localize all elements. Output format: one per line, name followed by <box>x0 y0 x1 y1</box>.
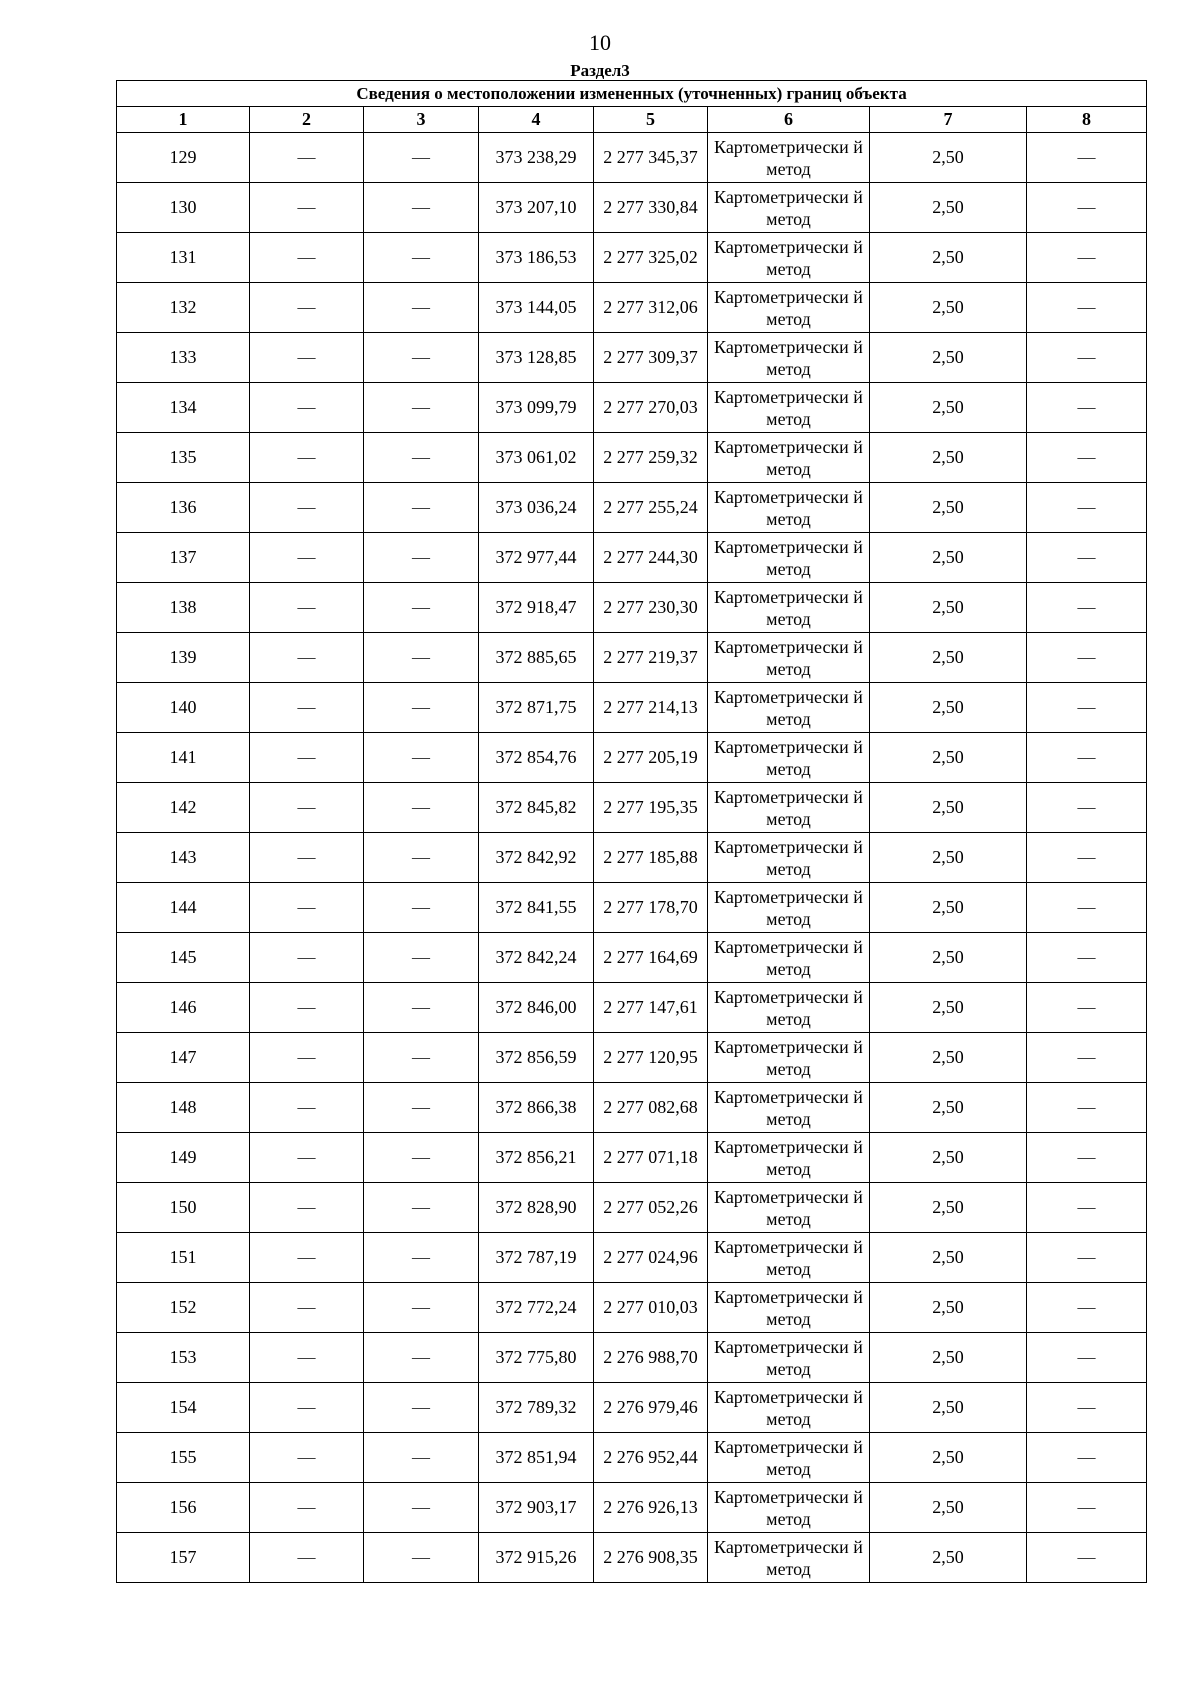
col3-cell: — <box>364 1083 479 1133</box>
method-cell: Картометрически й метод <box>708 1433 870 1483</box>
x-coordinate-cell: 373 036,24 <box>479 483 594 533</box>
point-number-cell: 132 <box>117 283 250 333</box>
col3-cell: — <box>364 733 479 783</box>
method-cell: Картометрически й метод <box>708 383 870 433</box>
point-number-cell: 139 <box>117 633 250 683</box>
y-coordinate-cell: 2 276 979,46 <box>594 1383 708 1433</box>
col8-cell: — <box>1027 1133 1147 1183</box>
col3-cell: — <box>364 1133 479 1183</box>
table-row <box>117 1033 1147 1083</box>
x-coordinate-cell: 373 144,05 <box>479 283 594 333</box>
point-number-cell: 142 <box>117 783 250 833</box>
point-number-cell: 151 <box>117 1233 250 1283</box>
accuracy-cell: 2,50 <box>870 883 1027 933</box>
col2-cell: — <box>250 483 364 533</box>
method-cell: Картометрически й метод <box>708 1033 870 1083</box>
x-coordinate-cell: 372 842,92 <box>479 833 594 883</box>
point-number-cell: 143 <box>117 833 250 883</box>
col2-cell: — <box>250 433 364 483</box>
column-header: 7 <box>870 107 1027 133</box>
table-row <box>117 883 1147 933</box>
table-row <box>117 1433 1147 1483</box>
y-coordinate-cell: 2 277 071,18 <box>594 1133 708 1183</box>
method-cell: Картометрически й метод <box>708 833 870 883</box>
col3-cell: — <box>364 1383 479 1433</box>
table-row <box>117 833 1147 883</box>
table-row <box>117 983 1147 1033</box>
col2-cell: — <box>250 1383 364 1433</box>
x-coordinate-cell: 372 851,94 <box>479 1433 594 1483</box>
col3-cell: — <box>364 1533 479 1583</box>
point-number-cell: 135 <box>117 433 250 483</box>
x-coordinate-cell: 373 061,02 <box>479 433 594 483</box>
y-coordinate-cell: 2 277 164,69 <box>594 933 708 983</box>
y-coordinate-cell: 2 276 908,35 <box>594 1533 708 1583</box>
col8-cell: — <box>1027 983 1147 1033</box>
x-coordinate-cell: 372 871,75 <box>479 683 594 733</box>
col3-cell: — <box>364 783 479 833</box>
col8-cell: — <box>1027 1433 1147 1483</box>
method-cell: Картометрически й метод <box>708 233 870 283</box>
y-coordinate-cell: 2 276 952,44 <box>594 1433 708 1483</box>
accuracy-cell: 2,50 <box>870 1383 1027 1433</box>
col8-cell: — <box>1027 1233 1147 1283</box>
table-row <box>117 333 1147 383</box>
y-coordinate-cell: 2 277 312,06 <box>594 283 708 333</box>
method-cell: Картометрически й метод <box>708 933 870 983</box>
table-row <box>117 783 1147 833</box>
table-row <box>117 1333 1147 1383</box>
method-cell: Картометрически й метод <box>708 633 870 683</box>
col3-cell: — <box>364 1433 479 1483</box>
col2-cell: — <box>250 1083 364 1133</box>
col8-cell: — <box>1027 183 1147 233</box>
point-number-cell: 138 <box>117 583 250 633</box>
accuracy-cell: 2,50 <box>870 333 1027 383</box>
col2-cell: — <box>250 1283 364 1333</box>
table-row <box>117 433 1147 483</box>
point-number-cell: 134 <box>117 383 250 433</box>
point-number-cell: 137 <box>117 533 250 583</box>
method-cell: Картометрически й метод <box>708 883 870 933</box>
col2-cell: — <box>250 1133 364 1183</box>
col8-cell: — <box>1027 733 1147 783</box>
accuracy-cell: 2,50 <box>870 733 1027 783</box>
method-cell: Картометрически й метод <box>708 1233 870 1283</box>
col2-cell: — <box>250 233 364 283</box>
y-coordinate-cell: 2 277 219,37 <box>594 633 708 683</box>
x-coordinate-cell: 372 846,00 <box>479 983 594 1033</box>
col8-cell: — <box>1027 833 1147 883</box>
table-row <box>117 683 1147 733</box>
point-number-cell: 144 <box>117 883 250 933</box>
point-number-cell: 130 <box>117 183 250 233</box>
col2-cell: — <box>250 633 364 683</box>
method-cell: Картометрически й метод <box>708 983 870 1033</box>
table-row <box>117 633 1147 683</box>
table-row <box>117 1133 1147 1183</box>
accuracy-cell: 2,50 <box>870 283 1027 333</box>
accuracy-cell: 2,50 <box>870 1233 1027 1283</box>
y-coordinate-cell: 2 277 309,37 <box>594 333 708 383</box>
y-coordinate-cell: 2 277 010,03 <box>594 1283 708 1333</box>
point-number-cell: 147 <box>117 1033 250 1083</box>
x-coordinate-cell: 372 856,59 <box>479 1033 594 1083</box>
x-coordinate-cell: 372 845,82 <box>479 783 594 833</box>
col8-cell: — <box>1027 1483 1147 1533</box>
x-coordinate-cell: 372 841,55 <box>479 883 594 933</box>
y-coordinate-cell: 2 277 325,02 <box>594 233 708 283</box>
y-coordinate-cell: 2 277 024,96 <box>594 1233 708 1283</box>
x-coordinate-cell: 372 775,80 <box>479 1333 594 1383</box>
y-coordinate-cell: 2 276 926,13 <box>594 1483 708 1533</box>
point-number-cell: 150 <box>117 1183 250 1233</box>
accuracy-cell: 2,50 <box>870 383 1027 433</box>
accuracy-cell: 2,50 <box>870 633 1027 683</box>
col2-cell: — <box>250 1433 364 1483</box>
col3-cell: — <box>364 633 479 683</box>
method-cell: Картометрически й метод <box>708 1283 870 1333</box>
accuracy-cell: 2,50 <box>870 183 1027 233</box>
x-coordinate-cell: 372 856,21 <box>479 1133 594 1183</box>
accuracy-cell: 2,50 <box>870 1533 1027 1583</box>
col8-cell: — <box>1027 633 1147 683</box>
method-cell: Картометрически й метод <box>708 1333 870 1383</box>
y-coordinate-cell: 2 277 147,61 <box>594 983 708 1033</box>
method-cell: Картометрически й метод <box>708 133 870 183</box>
y-coordinate-cell: 2 277 259,32 <box>594 433 708 483</box>
col8-cell: — <box>1027 233 1147 283</box>
col2-cell: — <box>250 133 364 183</box>
table-row <box>117 733 1147 783</box>
col3-cell: — <box>364 1333 479 1383</box>
accuracy-cell: 2,50 <box>870 1033 1027 1083</box>
col2-cell: — <box>250 283 364 333</box>
col3-cell: — <box>364 1033 479 1083</box>
col8-cell: — <box>1027 1033 1147 1083</box>
point-number-cell: 133 <box>117 333 250 383</box>
y-coordinate-cell: 2 277 185,88 <box>594 833 708 883</box>
table-row <box>117 1183 1147 1233</box>
accuracy-cell: 2,50 <box>870 1333 1027 1383</box>
y-coordinate-cell: 2 277 270,03 <box>594 383 708 433</box>
col2-cell: — <box>250 833 364 883</box>
x-coordinate-cell: 372 885,65 <box>479 633 594 683</box>
method-cell: Картометрически й метод <box>708 783 870 833</box>
method-cell: Картометрически й метод <box>708 583 870 633</box>
y-coordinate-cell: 2 277 330,84 <box>594 183 708 233</box>
col8-cell: — <box>1027 283 1147 333</box>
col3-cell: — <box>364 533 479 583</box>
col3-cell: — <box>364 483 479 533</box>
col8-cell: — <box>1027 533 1147 583</box>
col2-cell: — <box>250 1033 364 1083</box>
col8-cell: — <box>1027 1283 1147 1333</box>
point-number-cell: 146 <box>117 983 250 1033</box>
point-number-cell: 145 <box>117 933 250 983</box>
method-cell: Картометрически й метод <box>708 1483 870 1533</box>
col2-cell: — <box>250 883 364 933</box>
col2-cell: — <box>250 333 364 383</box>
method-cell: Картометрически й метод <box>708 483 870 533</box>
y-coordinate-cell: 2 277 120,95 <box>594 1033 708 1083</box>
col8-cell: — <box>1027 683 1147 733</box>
accuracy-cell: 2,50 <box>870 1483 1027 1533</box>
x-coordinate-cell: 372 915,26 <box>479 1533 594 1583</box>
table-body <box>117 133 1147 1583</box>
point-number-cell: 155 <box>117 1433 250 1483</box>
col8-cell: — <box>1027 1533 1147 1583</box>
col3-cell: — <box>364 283 479 333</box>
x-coordinate-cell: 373 128,85 <box>479 333 594 383</box>
col8-cell: — <box>1027 583 1147 633</box>
x-coordinate-cell: 372 977,44 <box>479 533 594 583</box>
x-coordinate-cell: 372 787,19 <box>479 1233 594 1283</box>
column-header: 6 <box>708 107 870 133</box>
col8-cell: — <box>1027 1083 1147 1133</box>
column-header: 4 <box>479 107 594 133</box>
accuracy-cell: 2,50 <box>870 983 1027 1033</box>
col8-cell: — <box>1027 333 1147 383</box>
col2-cell: — <box>250 733 364 783</box>
y-coordinate-cell: 2 277 195,35 <box>594 783 708 833</box>
y-coordinate-cell: 2 277 052,26 <box>594 1183 708 1233</box>
y-coordinate-cell: 2 277 244,30 <box>594 533 708 583</box>
point-number-cell: 141 <box>117 733 250 783</box>
col2-cell: — <box>250 183 364 233</box>
accuracy-cell: 2,50 <box>870 683 1027 733</box>
col3-cell: — <box>364 933 479 983</box>
x-coordinate-cell: 373 207,10 <box>479 183 594 233</box>
col8-cell: — <box>1027 783 1147 833</box>
point-number-cell: 154 <box>117 1383 250 1433</box>
col8-cell: — <box>1027 1183 1147 1233</box>
x-coordinate-cell: 372 866,38 <box>479 1083 594 1133</box>
point-number-cell: 149 <box>117 1133 250 1183</box>
column-header: 1 <box>117 107 250 133</box>
col3-cell: — <box>364 133 479 183</box>
table-row <box>117 1533 1147 1583</box>
column-header: 3 <box>364 107 479 133</box>
x-coordinate-cell: 372 918,47 <box>479 583 594 633</box>
table-row <box>117 283 1147 333</box>
col3-cell: — <box>364 333 479 383</box>
point-number-cell: 131 <box>117 233 250 283</box>
col3-cell: — <box>364 233 479 283</box>
accuracy-cell: 2,50 <box>870 833 1027 883</box>
col8-cell: — <box>1027 1333 1147 1383</box>
col3-cell: — <box>364 183 479 233</box>
point-number-cell: 129 <box>117 133 250 183</box>
accuracy-cell: 2,50 <box>870 533 1027 583</box>
x-coordinate-cell: 372 854,76 <box>479 733 594 783</box>
point-number-cell: 140 <box>117 683 250 733</box>
y-coordinate-cell: 2 276 988,70 <box>594 1333 708 1383</box>
col8-cell: — <box>1027 433 1147 483</box>
table-row <box>117 1283 1147 1333</box>
col3-cell: — <box>364 983 479 1033</box>
accuracy-cell: 2,50 <box>870 133 1027 183</box>
table-row <box>117 1483 1147 1533</box>
method-cell: Картометрически й метод <box>708 1383 870 1433</box>
column-header: 5 <box>594 107 708 133</box>
accuracy-cell: 2,50 <box>870 1133 1027 1183</box>
accuracy-cell: 2,50 <box>870 483 1027 533</box>
table-row <box>117 383 1147 433</box>
section-title: Раздел3 <box>570 61 630 80</box>
x-coordinate-cell: 372 842,24 <box>479 933 594 983</box>
column-header-row <box>117 107 1147 133</box>
point-number-cell: 152 <box>117 1283 250 1333</box>
method-cell: Картометрически й метод <box>708 683 870 733</box>
table-row <box>117 933 1147 983</box>
col3-cell: — <box>364 1283 479 1333</box>
col3-cell: — <box>364 833 479 883</box>
table-row <box>117 533 1147 583</box>
x-coordinate-cell: 373 186,53 <box>479 233 594 283</box>
col8-cell: — <box>1027 883 1147 933</box>
method-cell: Картометрически й метод <box>708 1083 870 1133</box>
x-coordinate-cell: 372 772,24 <box>479 1283 594 1333</box>
accuracy-cell: 2,50 <box>870 233 1027 283</box>
column-header: 8 <box>1027 107 1147 133</box>
point-number-cell: 157 <box>117 1533 250 1583</box>
method-cell: Картометрически й метод <box>708 1533 870 1583</box>
method-cell: Картометрически й метод <box>708 1183 870 1233</box>
col8-cell: — <box>1027 383 1147 433</box>
table-row <box>117 483 1147 533</box>
method-cell: Картометрически й метод <box>708 183 870 233</box>
col3-cell: — <box>364 1483 479 1533</box>
table-row <box>117 583 1147 633</box>
col2-cell: — <box>250 1483 364 1533</box>
col8-cell: — <box>1027 483 1147 533</box>
method-cell: Картометрически й метод <box>708 283 870 333</box>
coordinates-table <box>116 80 1147 1583</box>
col3-cell: — <box>364 583 479 633</box>
col2-cell: — <box>250 533 364 583</box>
col2-cell: — <box>250 933 364 983</box>
point-number-cell: 136 <box>117 483 250 533</box>
table-row <box>117 233 1147 283</box>
table-caption: Сведения о местоположении измененных (уточненных) границ объекта <box>117 81 1147 107</box>
table-row <box>117 1233 1147 1283</box>
col2-cell: — <box>250 583 364 633</box>
col2-cell: — <box>250 683 364 733</box>
y-coordinate-cell: 2 277 178,70 <box>594 883 708 933</box>
column-header: 2 <box>250 107 364 133</box>
method-cell: Картометрически й метод <box>708 433 870 483</box>
col2-cell: — <box>250 383 364 433</box>
y-coordinate-cell: 2 277 082,68 <box>594 1083 708 1133</box>
col8-cell: — <box>1027 1383 1147 1433</box>
method-cell: Картометрически й метод <box>708 733 870 783</box>
y-coordinate-cell: 2 277 345,37 <box>594 133 708 183</box>
point-number-cell: 156 <box>117 1483 250 1533</box>
col2-cell: — <box>250 983 364 1033</box>
x-coordinate-cell: 372 828,90 <box>479 1183 594 1233</box>
accuracy-cell: 2,50 <box>870 1283 1027 1333</box>
table-row <box>117 183 1147 233</box>
accuracy-cell: 2,50 <box>870 933 1027 983</box>
accuracy-cell: 2,50 <box>870 1083 1027 1133</box>
col3-cell: — <box>364 883 479 933</box>
col8-cell: — <box>1027 933 1147 983</box>
point-number-cell: 153 <box>117 1333 250 1383</box>
point-number-cell: 148 <box>117 1083 250 1133</box>
col2-cell: — <box>250 1333 364 1383</box>
accuracy-cell: 2,50 <box>870 783 1027 833</box>
table-row <box>117 1383 1147 1433</box>
col3-cell: — <box>364 683 479 733</box>
x-coordinate-cell: 373 238,29 <box>479 133 594 183</box>
col2-cell: — <box>250 1533 364 1583</box>
method-cell: Картометрически й метод <box>708 333 870 383</box>
table-row <box>117 133 1147 183</box>
accuracy-cell: 2,50 <box>870 1183 1027 1233</box>
col3-cell: — <box>364 433 479 483</box>
table-row <box>117 1083 1147 1133</box>
y-coordinate-cell: 2 277 230,30 <box>594 583 708 633</box>
accuracy-cell: 2,50 <box>870 433 1027 483</box>
col3-cell: — <box>364 383 479 433</box>
y-coordinate-cell: 2 277 205,19 <box>594 733 708 783</box>
x-coordinate-cell: 373 099,79 <box>479 383 594 433</box>
col8-cell: — <box>1027 133 1147 183</box>
col2-cell: — <box>250 1183 364 1233</box>
y-coordinate-cell: 2 277 214,13 <box>594 683 708 733</box>
y-coordinate-cell: 2 277 255,24 <box>594 483 708 533</box>
col2-cell: — <box>250 1233 364 1283</box>
method-cell: Картометрически й метод <box>708 1133 870 1183</box>
page-number: 10 <box>589 30 611 55</box>
col3-cell: — <box>364 1183 479 1233</box>
col2-cell: — <box>250 783 364 833</box>
col3-cell: — <box>364 1233 479 1283</box>
x-coordinate-cell: 372 903,17 <box>479 1483 594 1533</box>
accuracy-cell: 2,50 <box>870 583 1027 633</box>
method-cell: Картометрически й метод <box>708 533 870 583</box>
accuracy-cell: 2,50 <box>870 1433 1027 1483</box>
x-coordinate-cell: 372 789,32 <box>479 1383 594 1433</box>
